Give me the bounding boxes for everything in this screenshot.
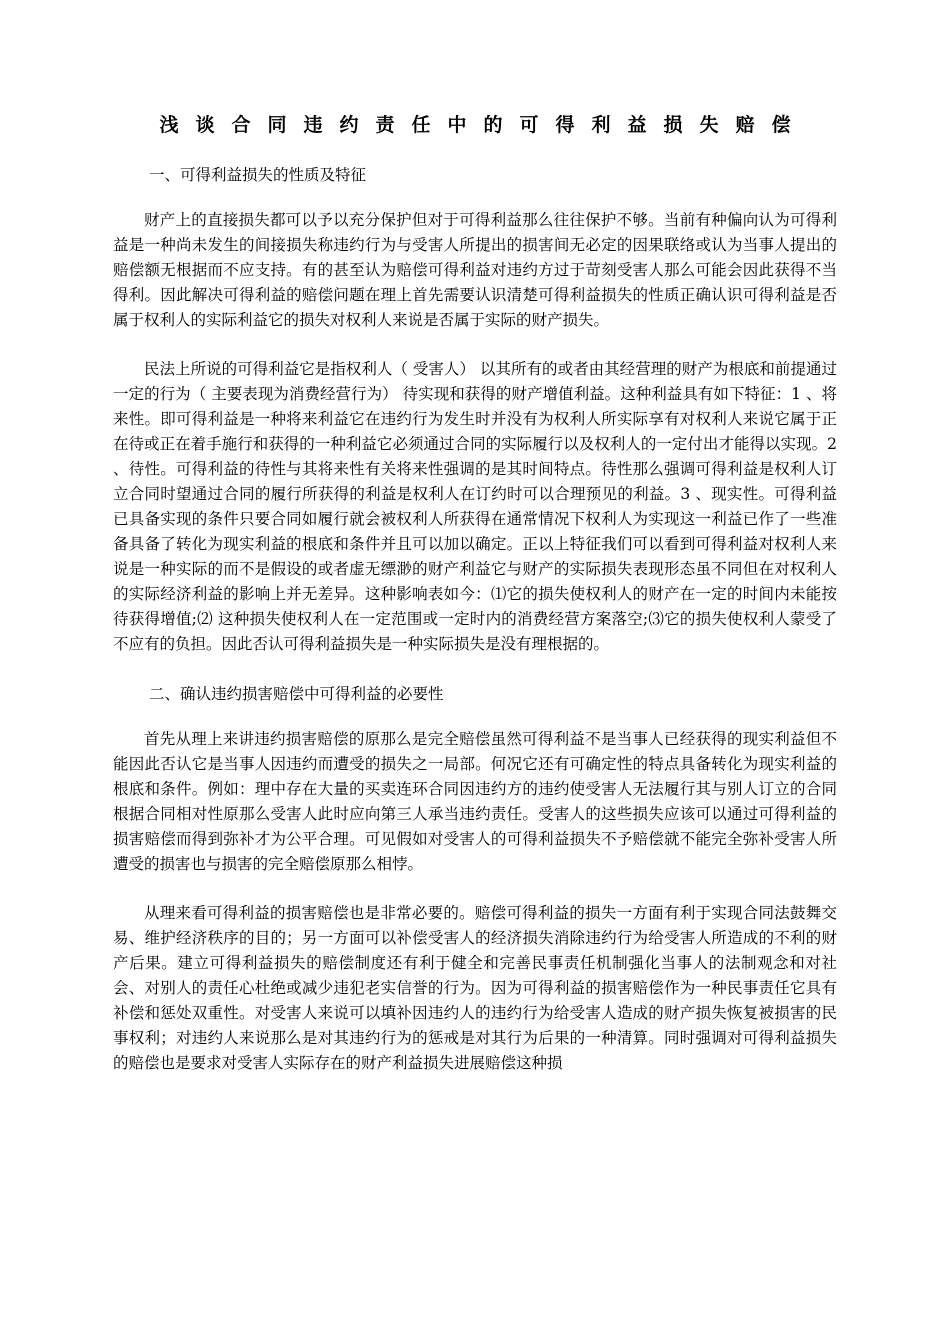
document-title: 浅谈合同违约责任中的可得利益损失赔偿 (159, 114, 808, 136)
section-1 (113, 162, 837, 657)
section-heading: 一、可得利益损失的性质及特征 (149, 166, 367, 184)
paragraph: 从理来看可得利益的损害赔偿也是非常必要的。赔偿可得利益的损失一方面有利于实现合同法鼓舞交易、维护经济秩序的目的；另一方面可以补偿受害人的经济损失消除违约行为给受害人所造成的不利的财产后果。建立可得利益损失的赔偿制度还有利于健全和完善民事责任机制强化当事人的法制观念和对社会、对别人的责任心杜绝或减少违犯老实信誉的行为。因为可得利益的损害赔偿作为一种民事责任它具有补偿和惩处双重性。对受害人来说可以填补因违约人的违约行为给受害人造成的财产损失恢复被损害的民事权利；对违约人来说那么是对其违约行为的惩戒是对其行为后果的一种清算。同时强调对可得利益损失的赔偿也是要求对受害人实际存在的财产利益损失进展赔偿这种损 (113, 904, 837, 1072)
section-heading: 二、确认违约损害赔偿中可得利益的必要性 (149, 685, 444, 703)
paragraph: 财产上的直接损失都可以予以充分保护但对于可得利益那么往往保护不够。当前有种偏向认为可得利益是一种尚未发生的间接损失称违约行为与受害人所提出的损害间无必定的因果联络或认为当事人提出的赔偿额无根据而不应支持。有的甚至认为赔偿可得利益对违约方过于苛刻受害人那么可能会因此获得不当得利。因此解决可得利益的赔偿问题在理上首先需要认识清楚可得利益损失的性质正确认识可得利益是否属于权利人的实际利益它的损失对权利人来说是否属于实际的财产损失。 (113, 211, 837, 329)
section-2 (113, 681, 837, 1076)
paragraph: 民法上所说的可得利益它是指权利人（ 受害人） 以其所有的或者由其经营理的财产为根底和前提通过一定的行为（ 主要表现为消费经营行为） 待实现和获得的财产增值利益。这种利益具有如下特征：1 、将来性。即可得利益是一种将来利益它在违约行为发生时并没有为权利人所实际享有对权利人来说它属于正在待或正在着手施行和获得的一种利益它必须通过合同的实际履行以及权利人的一定付出才能得以实现。2 、待性。可得利益的待性与其将来性有关将来性强调的是其时间特点。待性那么强调可得利益是权利人订立合同时望通过合同的履行所获得的利益是权利人在订约时可以合理预见的利益。3 、现实性。可得利益已具备实现的条件只要合同如履行就会被权利人所获得在通常情况下权利人为实现这一利益已作了一些准备具备了转化为现实利益的根底和条件并且可以加以确定。正以上特征我们可以看到可得利益对权利人来说是一种实际的而不是假设的或者虚无缥渺的财产利益它与财产的实际损失表现形态虽不同但在对权利人的实际经济利益的影响上并无差异。这种影响表如今：⑴它的损失使权利人的财产在一定的时间内未能按待获得增值;⑵ 这种损失使权利人在一定范围或一定时内的消费经营方案落空;⑶它的损失使权利人蒙受了不应有的负担。因此否认可得利益损失是一种实际损失是没有理根据的。 (113, 360, 837, 653)
document-page (113, 108, 837, 1100)
paragraph: 首先从理上来讲违约损害赔偿的原那么是完全赔偿虽然可得利益不是当事人已经获得的现实利益但不能因此否认它是当事人因违约而遭受的损失之一局部。何况它还有可确定性的特点具备转化为现实利益的根底和条件。例如：理中存在大量的买卖连环合同因违约方的违约使受害人无法履行其与别人订立的合同根据合同相对性原那么受害人此时应向第三人承当违约责任。受害人的这些损失应该可以通过可得利益的损害赔偿而得到弥补才为公平合理。可见假如对受害人的可得利益损失不予赔偿就不能完全弥补受害人所遭受的损害也与损害的完全赔偿原那么相悖。 (113, 730, 837, 873)
